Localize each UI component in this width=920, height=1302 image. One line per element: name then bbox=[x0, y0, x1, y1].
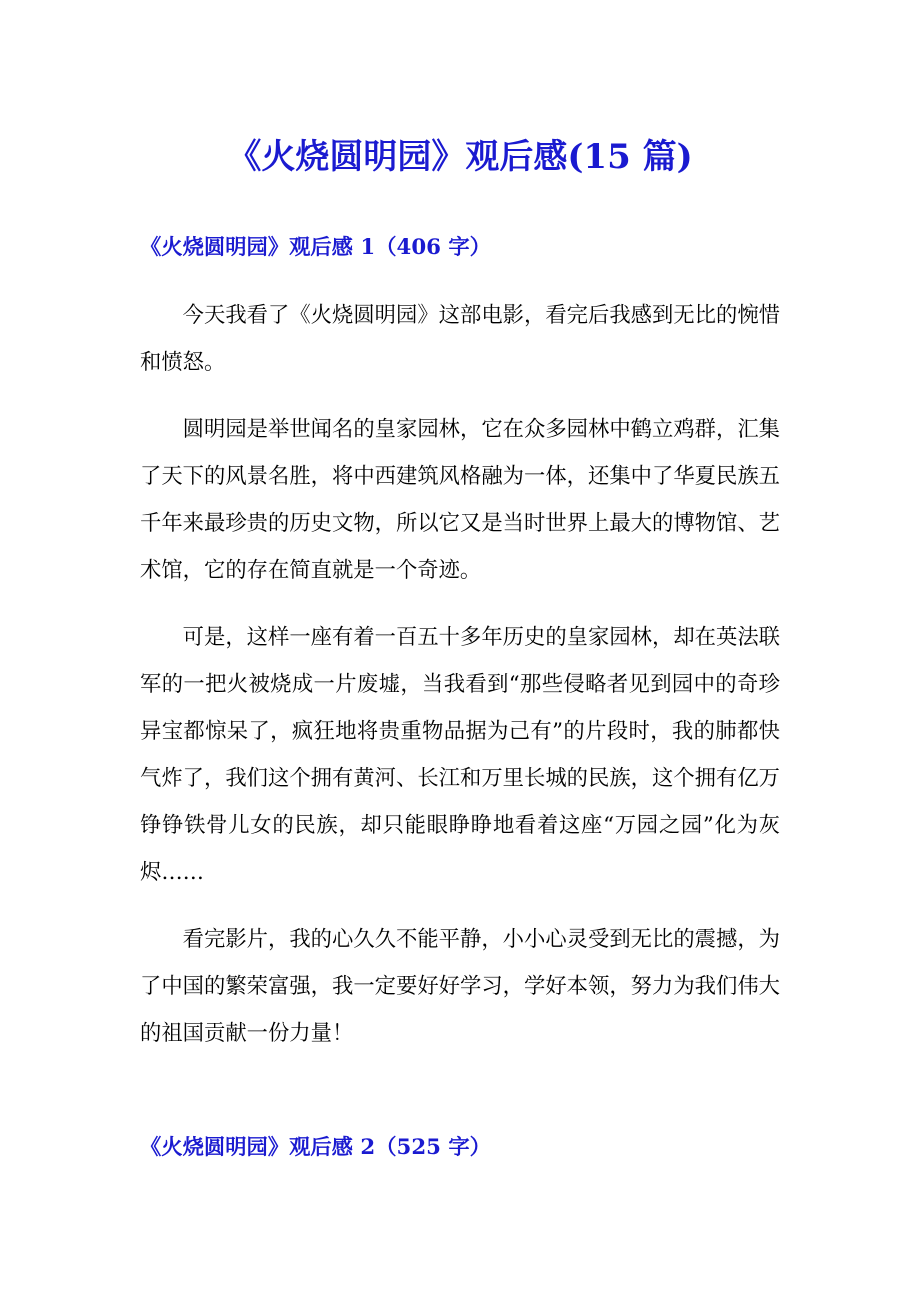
essay-section-1 bbox=[0, 233, 920, 1057]
essay-section-2 bbox=[0, 1133, 920, 1163]
paragraph: 今天我看了《火烧圆明园》这部电影，看完后我感到无比的惋惜和愤怒。 bbox=[140, 303, 780, 375]
paragraph: 圆明园是举世闻名的皇家园林，它在众多园林中鹤立鸡群，汇集了天下的风景名胜，将中西建筑风格融为一体，还集中了华夏民族五千年来最珍贵的历史文物，所以它又是当时世界上最大的博物馆、艺术馆，它的存在简直就是一个奇迹。 bbox=[140, 417, 780, 583]
document-title: 《火烧圆明园》观后感(15 篇) bbox=[227, 137, 693, 177]
paragraph: 可是，这样一座有着一百五十多年历史的皇家园林，却在英法联军的一把火被烧成一片废墟，当我看到“那些侵略者见到园中的奇珍异宝都惊呆了，疯狂地将贵重物品据为己有”的片段时，我的肺都快气炸了，我们这个拥有黄河、长江和万里长城的民族，这个拥有亿万铮铮铁骨儿女的民族，却只能眼睁睁地看着这座“万园之园”化为灰烬…… bbox=[140, 625, 780, 885]
section-heading: 《火烧圆明园》观后感 2（525 字） bbox=[140, 1135, 491, 1160]
section-heading: 《火烧圆明园》观后感 1（406 字） bbox=[140, 235, 491, 260]
paragraph: 看完影片，我的心久久不能平静，小小心灵受到无比的震撼，为了中国的繁荣富强，我一定要好好学习，学好本领，努力为我们伟大的祖国贡献一份力量！ bbox=[140, 927, 780, 1046]
